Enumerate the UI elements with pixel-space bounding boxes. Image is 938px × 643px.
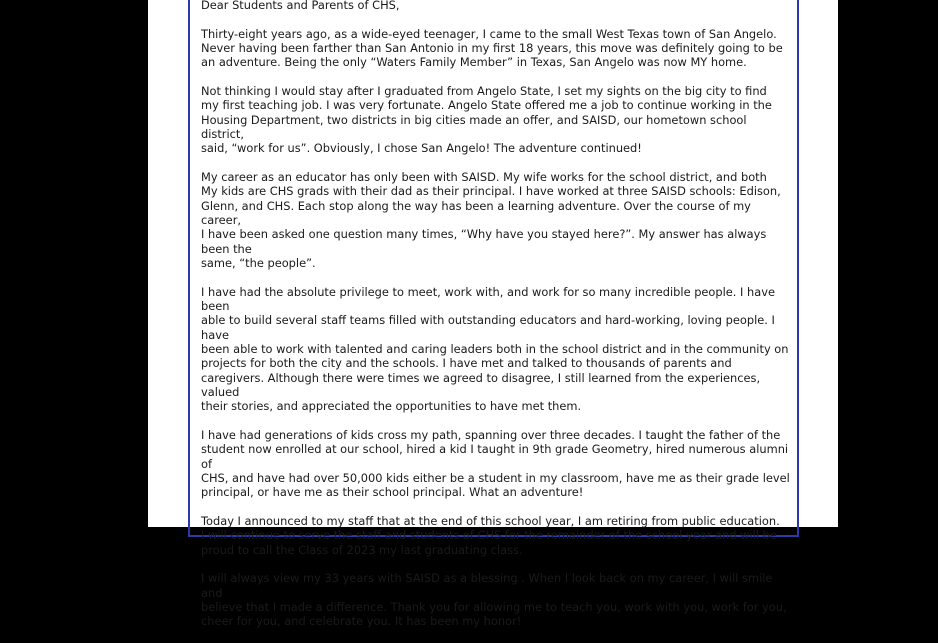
letter-paragraph-1: Thirty-eight years ago, as a wide-eyed teenager, I came to the small West Texas town of San Angelo. Never having been farther than San Antonio in my first 18 years, this move was definitely going to be an adventure. Being the only “Waters Family Member” in Texas, San Angelo was now MY home. — [201, 26, 783, 70]
letter-paragraph-7: I will always view my 33 years with SAISD as a blessing . When I look back on my career, I will smile and believe that I made a difference. Thank you for allowing me to teach you, work with you, work for you, cheer for you, and celebrate you. It has been my honor! — [201, 571, 787, 629]
letter-body — [201, 0, 791, 643]
letter-paragraph-6: Today I announced to my staff that at the end of this school year, I am retiring from public education. I will continue to serve the staff and students of CHS for the remainder of the school year and will be proud to call the Class of 2023 my last graduating class. — [201, 513, 780, 557]
letter-paragraph-4: I have had the absolute privilege to meet, work with, and work for so many incredible people. I have been able to build several staff teams filled with outstanding educators and hard-working, loving people. I have been able to work with talented and caring leaders both in the school district and in the community on projects for both the city and the schools. I have met and talked to thousands of parents and caregivers. Although there were times we agreed to disagree, I still learned from the experiences, valued their stories, and appreciated the opportunities to have met them. — [201, 284, 789, 414]
letter-paragraph-2: Not thinking I would stay after I graduated from Angelo State, I set my sights on the big city to find my first teaching job. I was very fortunate. Angelo State offered me a job to continue working in the Housing Department, two districts in big cities made an offer, and SAISD, our hometown school district, said, “work for us”. Obviously, I chose San Angelo! The adventure continued! — [201, 84, 772, 156]
letter-salutation: Dear Students and Parents of CHS, — [201, 0, 400, 12]
letter-paragraph-5: I have had generations of kids cross my path, spanning over three decades. I taught the father of the student now enrolled at our school, hired a kid I taught in 9th grade Geometry, hired numerous alumni of CHS, and have had over 50,000 kids either be a student in my classroom, have me as their grade level principal, or have me as their school principal. What an adventure! — [201, 427, 790, 500]
letter-paragraph-3: My career as an educator has only been with SAISD. My wife works for the school district, and both My kids are CHS grads with their dad as their principal. I have worked at three SAISD schools: Edison, Glenn, and CHS. Each stop along the way has been a learning adventure. Over the course of my career, I have been asked one question many times, “Why have you stayed here?”. My answer has always been the same, “the people”. — [201, 170, 781, 270]
